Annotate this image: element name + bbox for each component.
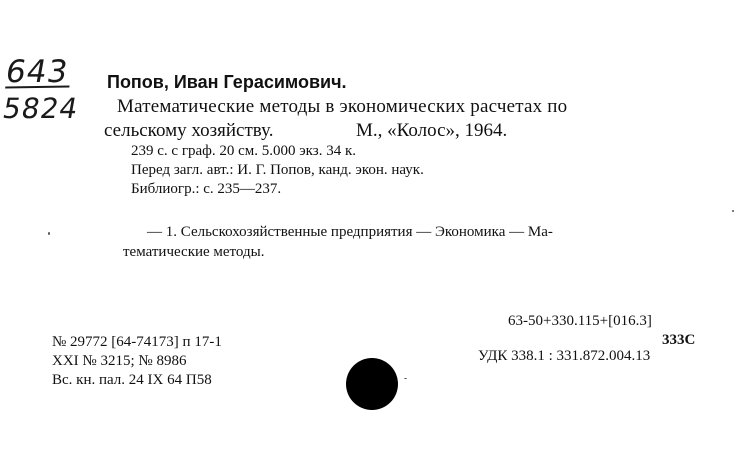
card-title-line2: сельскому хозяйству.	[104, 120, 274, 141]
speck-mark	[404, 378, 407, 379]
punch-hole	[346, 358, 398, 410]
card-title-line1: Математические методы в экономических расчетах по	[117, 96, 568, 117]
card-subject-line2: тематические методы.	[123, 244, 265, 260]
footer-left-line3: Вс. кн. пал. 24 IX 64 П58	[52, 372, 212, 388]
footer-classification: 63-50+330.115+[016.3]	[508, 313, 652, 329]
footer-left-line1: № 29772 [64-74173] п 17-1	[52, 334, 222, 350]
card-physical-description: 239 с. с граф. 20 см. 5.000 экз. 34 к.	[131, 143, 356, 159]
speck-mark	[732, 210, 734, 212]
footer-author-mark: 333С	[662, 332, 696, 348]
card-author: Попов, Иван Герасимович.	[107, 72, 347, 92]
card-imprint: М., «Колос», 1964.	[356, 120, 508, 141]
handwritten-shelf-number-top: 643	[2, 54, 72, 90]
card-author-note: Перед загл. авт.: И. Г. Попов, канд. экон. наук.	[131, 162, 424, 178]
footer-udc: УДК 338.1 : 331.872.004.13	[478, 348, 651, 364]
card-subject-line1: — 1. Сельскохозяйственные предприятия — Экономика — Ма-	[147, 224, 553, 240]
speck-mark	[48, 232, 50, 235]
card-bibliography: Библиогр.: с. 235—237.	[131, 181, 282, 197]
footer-left-line2: XXI № 3215; № 8986	[52, 353, 187, 369]
handwritten-shelf-number-bottom: 5824	[0, 92, 82, 125]
